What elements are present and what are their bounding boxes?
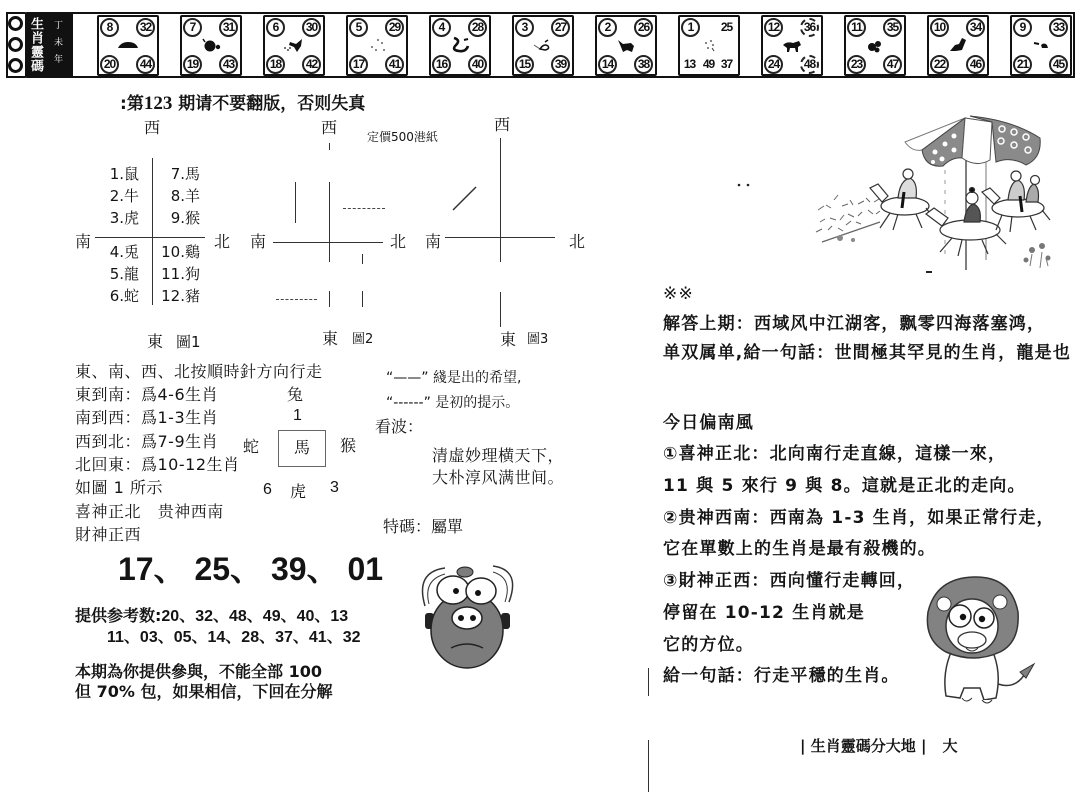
horse-icon bbox=[613, 35, 639, 55]
reference-label: 提供参考数: bbox=[75, 606, 162, 625]
reference-line: 11、03、05、14、28、37、41、32 bbox=[107, 629, 361, 646]
rooster-icon bbox=[862, 35, 888, 55]
pig-icon bbox=[1028, 35, 1054, 55]
analysis-line: ③財神正西：西向懂行走轉回， bbox=[663, 571, 916, 591]
monkey-icon bbox=[779, 35, 805, 55]
fig2-east-label: 東 bbox=[322, 329, 339, 348]
number-separator: 、 bbox=[153, 551, 195, 587]
zodiac-cell bbox=[346, 15, 408, 76]
mini-bottom-left-number: 6 bbox=[263, 481, 272, 498]
number-ball: 44 bbox=[136, 55, 155, 74]
reference-marks: ※※ bbox=[663, 284, 694, 304]
fig2-north-label: 北 bbox=[390, 232, 407, 251]
rule-line: 南到西：爲1-3生肖 bbox=[75, 408, 219, 427]
fig3-east-label: 東 bbox=[500, 330, 517, 349]
rabbit-icon bbox=[364, 35, 390, 55]
number-ball: 46 bbox=[966, 55, 985, 74]
disclaimer-line: 但 70% 包，如果相信，下回在分解 bbox=[75, 682, 333, 701]
number-ball: 32 bbox=[136, 18, 155, 37]
main-number: 01 bbox=[347, 551, 384, 587]
number-ball: 16 bbox=[432, 55, 451, 74]
rule-line: 東、南、西、北按順時針方向行走 bbox=[75, 362, 323, 381]
fig2-dashed-line bbox=[276, 299, 317, 300]
fig2-solid-line bbox=[329, 291, 330, 307]
issue-number: 123 bbox=[143, 93, 173, 114]
rule-line: 西到北：爲7-9生肖 bbox=[75, 432, 219, 451]
zodiac-list-item: 12.豬 bbox=[161, 287, 200, 305]
reference-numbers bbox=[75, 608, 348, 625]
rule-line: 東到南：爲4-6生肖 bbox=[75, 385, 219, 404]
number-ball: 30 bbox=[302, 18, 321, 37]
fig1-north-label: 北 bbox=[214, 232, 231, 251]
number-ball: 27 bbox=[551, 18, 570, 37]
number-ball: 26 bbox=[634, 18, 653, 37]
fig3-diagonal-line bbox=[450, 185, 480, 213]
rule-line: 喜神正北 贵神西南 bbox=[75, 502, 224, 521]
zodiac-list-item: 7.馬 bbox=[170, 165, 200, 183]
zodiac-cell bbox=[927, 15, 989, 76]
reference-line: 20、32、48、49、40、13 bbox=[161, 608, 349, 625]
mini-bottom-right-number: 3 bbox=[330, 479, 339, 496]
disclaimer-line: 本期為你提供參與，不能全部 100 bbox=[75, 662, 322, 681]
zodiac-list-item: 4.兎 bbox=[109, 243, 139, 261]
number-ball: 47 bbox=[883, 55, 902, 74]
fig1-south-label: 南 bbox=[75, 232, 92, 251]
fig2-horizontal-axis bbox=[273, 242, 383, 243]
number-ball: 49 bbox=[702, 57, 715, 71]
number-ball: 18 bbox=[266, 55, 285, 74]
number-ball: 3 bbox=[515, 18, 534, 37]
margin-rule bbox=[648, 740, 649, 792]
fig2-caption: 圖2 bbox=[352, 332, 374, 347]
fig2-solid-line bbox=[295, 182, 296, 223]
number-ball: 4 bbox=[432, 18, 451, 37]
number-ball: 33 bbox=[1049, 18, 1068, 37]
goat-icon bbox=[696, 35, 722, 55]
fig1-west-label: 西 bbox=[144, 118, 161, 137]
legend-solid: “——” 綫是出的希望, bbox=[386, 370, 522, 386]
number-separator: 、 bbox=[230, 551, 271, 587]
number-ball: 13 bbox=[683, 57, 696, 71]
number-ball: 15 bbox=[515, 55, 534, 74]
footer-page: 大 bbox=[942, 737, 958, 755]
footer-title: 生肖靈碼分大地 bbox=[810, 737, 916, 755]
number-ball: 20 bbox=[100, 55, 119, 74]
ring-icon bbox=[8, 58, 23, 73]
main-number: 39 bbox=[271, 551, 307, 587]
zodiac-cell bbox=[1010, 15, 1072, 76]
fig3-vertical-axis bbox=[500, 138, 501, 262]
zodiac-cell bbox=[844, 15, 906, 76]
answer-line: 单双属单,給一句話：世間極其罕見的生肖，龍是也 bbox=[663, 343, 1072, 363]
analysis-line: ②贵神西南：西南為 1-3 生肖，如果正常行走， bbox=[663, 508, 1055, 528]
footer-divider: | bbox=[920, 737, 927, 755]
mini-top-number: 1 bbox=[293, 407, 302, 424]
number-ball: 38 bbox=[634, 55, 653, 74]
snake-icon bbox=[530, 35, 556, 55]
special-code-label: 特碼： bbox=[383, 517, 432, 536]
kanbo-label: 看波： bbox=[375, 417, 424, 436]
dog-icon bbox=[945, 35, 971, 55]
number-ball: 45 bbox=[1049, 55, 1068, 74]
number-ball: 48 bbox=[800, 55, 819, 74]
zodiac-cell bbox=[180, 15, 242, 76]
zodiac-list-item: 9.猴 bbox=[170, 209, 200, 227]
mini-right-label: 猴 bbox=[340, 436, 357, 455]
fig2-dashed-line bbox=[343, 208, 385, 209]
number-ball: 6 bbox=[266, 18, 285, 37]
number-separator: 、 bbox=[306, 551, 348, 587]
footer-divider: | bbox=[800, 737, 806, 755]
zodiac-cell bbox=[678, 15, 740, 76]
legend-dashed: “------” 是初的提示。 bbox=[386, 395, 520, 411]
number-ball: 31 bbox=[219, 18, 238, 37]
fig1-horizontal-axis bbox=[95, 237, 205, 238]
zodiac-cell bbox=[429, 15, 491, 76]
number-ball: 5 bbox=[349, 18, 368, 37]
number-ball: 25 bbox=[720, 20, 733, 34]
number-ball: 10 bbox=[930, 18, 949, 37]
carousel-illustration bbox=[730, 110, 1060, 280]
fig2-vertical-axis bbox=[329, 182, 330, 262]
analysis-line: 停留在 10-12 生肖就是 bbox=[663, 603, 866, 623]
number-ball: 21 bbox=[1013, 55, 1032, 74]
header-title-box bbox=[25, 13, 73, 77]
mini-left-label: 蛇 bbox=[243, 437, 260, 456]
fig2-solid-line bbox=[362, 254, 363, 264]
number-ball: 43 bbox=[219, 55, 238, 74]
zodiac-list-item: 6.蛇 bbox=[109, 287, 139, 305]
rule-line: 北回東：爲10-12生肖 bbox=[75, 455, 240, 474]
notice-prefix: 第 bbox=[126, 94, 144, 114]
kanbo-line: 清虛妙理横天下， bbox=[432, 446, 565, 465]
header-year: 丁未年 bbox=[52, 20, 62, 71]
analysis-line: 它的方位。 bbox=[663, 635, 754, 655]
number-ball: 34 bbox=[966, 18, 985, 37]
fig3-solid-line bbox=[500, 292, 501, 327]
number-ball: 12 bbox=[764, 18, 783, 37]
number-ball: 40 bbox=[468, 55, 487, 74]
header-title: 生肖靈碼 bbox=[28, 17, 43, 73]
number-ball: 1 bbox=[681, 18, 700, 37]
mini-bottom-label: 虎 bbox=[290, 482, 307, 501]
number-ball: 9 bbox=[1013, 18, 1032, 37]
number-ball: 7 bbox=[183, 18, 202, 37]
number-ball: 8 bbox=[100, 18, 119, 37]
issue-notice bbox=[120, 94, 365, 113]
zodiac-list-item: 1.鼠 bbox=[109, 165, 139, 183]
answer-line: 解答上期：西域风中江湖客，飘零四海落塞鸿， bbox=[663, 314, 1046, 334]
mini-center-box: 馬 bbox=[278, 430, 326, 467]
main-number: 25 bbox=[194, 551, 231, 587]
fig2-tick bbox=[329, 143, 330, 150]
analysis-line: 它在單數上的生肖是最有殺機的。 bbox=[663, 539, 936, 559]
special-code bbox=[383, 519, 463, 535]
notice-mark: : bbox=[120, 94, 127, 114]
fig3-south-label: 南 bbox=[425, 232, 442, 251]
fig3-west-label: 西 bbox=[494, 115, 511, 134]
zodiac-list-item: 11.狗 bbox=[161, 265, 200, 283]
number-ball: 19 bbox=[183, 55, 202, 74]
zodiac-cell bbox=[512, 15, 574, 76]
footer bbox=[800, 739, 957, 754]
number-ball: 29 bbox=[385, 18, 404, 37]
mini-top-label: 兔 bbox=[287, 385, 304, 404]
special-code-value: 屬單 bbox=[431, 517, 464, 536]
zodiac-cell bbox=[263, 15, 325, 76]
number-ball: 23 bbox=[847, 55, 866, 74]
fig1-caption: 圖1 bbox=[176, 333, 201, 351]
zodiac-cell bbox=[97, 15, 159, 76]
tiger-icon bbox=[281, 35, 307, 55]
buffalo-illustration bbox=[415, 558, 520, 673]
notice-text: 期请不要翻版，否则失真 bbox=[172, 94, 366, 114]
ring-icon bbox=[8, 16, 23, 31]
number-ball: 41 bbox=[385, 55, 404, 74]
dragon-icon bbox=[447, 35, 473, 55]
rule-line: 財神正西 bbox=[75, 525, 142, 544]
number-ball: 36 bbox=[800, 18, 819, 37]
main-numbers bbox=[118, 553, 383, 585]
zodiac-cell bbox=[595, 15, 657, 76]
kanbo-line: 大朴淳风满世间。 bbox=[432, 468, 565, 487]
fig1-east-label: 東 bbox=[147, 332, 164, 351]
fig3-north-label: 北 bbox=[569, 232, 586, 251]
rat-icon bbox=[115, 35, 141, 55]
number-ball: 42 bbox=[302, 55, 321, 74]
number-ball: 2 bbox=[598, 18, 617, 37]
zodiac-list-item: 10.鷄 bbox=[161, 243, 200, 261]
number-ball: 17 bbox=[349, 55, 368, 74]
zodiac-list-item: 5.龍 bbox=[109, 265, 139, 283]
analysis-line: 給一句話：行走平穩的生肖。 bbox=[663, 666, 900, 686]
number-ball: 39 bbox=[551, 55, 570, 74]
fig2-south-label: 南 bbox=[250, 232, 267, 251]
fig3-caption: 圖3 bbox=[527, 332, 549, 347]
number-ball: 11 bbox=[847, 18, 866, 37]
ring-icon bbox=[8, 37, 23, 52]
ox-icon bbox=[198, 35, 224, 55]
lion-illustration bbox=[916, 572, 1036, 712]
analysis-line: ①喜神正北：北向南行走直線，這樣一來， bbox=[663, 444, 1007, 464]
zodiac-list-item: 8.羊 bbox=[170, 187, 200, 205]
number-ball: 37 bbox=[720, 57, 733, 71]
fig3-horizontal-axis bbox=[445, 237, 555, 238]
zodiac-list-item: 2.牛 bbox=[109, 187, 139, 205]
zodiac-list-item: 3.虎 bbox=[109, 209, 139, 227]
number-ball: 28 bbox=[468, 18, 487, 37]
number-ball: 35 bbox=[883, 18, 902, 37]
analysis-line: 11 與 5 來行 9 與 8。這就是正北的走向。 bbox=[663, 476, 1026, 496]
rule-line: 如圖 1 所示 bbox=[75, 478, 163, 497]
number-ball: 14 bbox=[598, 55, 617, 74]
main-number: 17 bbox=[118, 551, 154, 587]
price-label: 定價500港紙 bbox=[367, 130, 438, 144]
margin-rule bbox=[648, 668, 649, 696]
wind-title: 今日偏南風 bbox=[663, 413, 754, 433]
fig2-solid-line bbox=[362, 291, 363, 307]
zodiac-cell bbox=[761, 15, 823, 76]
number-ball: 22 bbox=[930, 55, 949, 74]
fig2-west-label: 西 bbox=[321, 118, 338, 137]
number-ball: 24 bbox=[764, 55, 783, 74]
